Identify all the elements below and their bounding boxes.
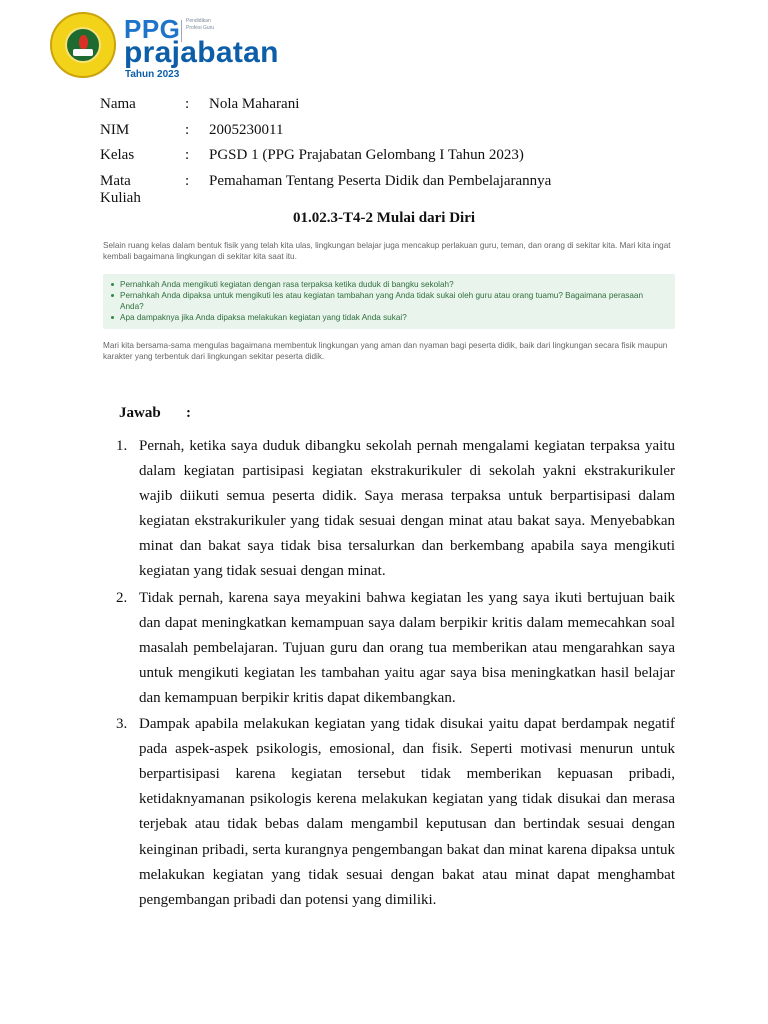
screenshot-outro: Mari kita bersama-sama mengulas bagaimana membentuk lingkungan yang aman dan nyaman bagi peserta didik, baik dari lingkungan secara fisik maupun karakter yang terbentuk dari lingkungan sekitar peserta didik. <box>103 341 668 361</box>
identity-label: Mata Kuliah <box>100 172 141 206</box>
question-box <box>103 274 675 329</box>
answer-heading-label: Jawab <box>119 405 161 421</box>
brand-prajabatan: prajabatan <box>124 36 279 69</box>
answer-number: 1. <box>116 438 128 454</box>
question-text: Apa dampaknya jika Anda dipaksa melakukan kegiatan yang tidak Anda sukai? <box>120 313 407 322</box>
header <box>50 12 350 84</box>
brand-ppg: PPG <box>124 14 181 44</box>
answer-text: Dampak apabila melakukan kegiatan yang tidak disukai yaitu dapat berdampak negatif pada aspek-aspek psikologis, emosional, dan fisik. Seperti motivasi menurun untuk berpartisipasi karena kegiatan tersebut tidak memberikan kepuasan pribadi, ketidaknyamanan psikologis kerena melakukan kegiatan yang tidak disukai dan merasa terjebak atau tidak bebas dalam mengambil keputusan dan bertindak sesuai dengan keinginan pribadi, serta kurangnya pengembangan bakat dan minat karena dipaksa untuk melakukan kegiatan yang tidak sesuai dengan bakat atau minat dapat menghambat pengembangan pribadi dan potensi yang dimiliki. <box>139 716 675 908</box>
identity-label: Nama <box>100 96 136 112</box>
question-item <box>111 312 667 323</box>
book-icon <box>73 49 93 56</box>
identity-colon: : <box>185 121 190 138</box>
identity-colon: : <box>185 96 190 112</box>
seal-emblem <box>65 27 101 63</box>
screenshot-intro: Selain ruang kelas dalam bentuk fisik yang telah kita ulas, lingkungan belajar juga mencakup perlakuan guru, teman, dan orang di sekitar kita. Mari kita ingat kembali bagaimana lingkungan di sekitar kita saat itu. <box>103 241 671 261</box>
answer-item <box>116 586 675 711</box>
torch-flame-icon <box>79 35 88 49</box>
identity-label: NIM <box>100 121 130 138</box>
identity-value: 2005230011 <box>209 121 284 138</box>
embedded-screenshot <box>103 240 675 362</box>
answer-number: 2. <box>116 589 128 606</box>
answer-heading-colon: : <box>186 405 191 421</box>
identity-label: Kelas <box>100 147 135 163</box>
question-item <box>111 290 667 312</box>
identity-value: Pemahaman Tentang Peserta Didik dan Pembelajarannya <box>209 172 552 189</box>
answer-text: Pernah, ketika saya duduk dibangku sekolah pernah mengalami kegiatan terpaksa yaitu dalam kegiatan partisipasi kegiatan ekstrakurikuler di sekolah yakni ekstrakurikuler wajib diikuti semua peserta didik. Saya merasa terpaksa untuk berpartisipasi dalam kegiatan ekstrakurikuler yang tidak sesuai dengan minat atau bakat saya. Menyebabkan minat dan bakat saya tidak bisa tersalurkan dan berkembang apabila saya mengikuti kegiatan yang tidak sesuai dengan minat. <box>139 438 675 580</box>
task-title: 01.02.3-T4-2 Mulai dari Diri <box>292 210 476 226</box>
bullet-icon <box>111 283 114 286</box>
answer-item <box>116 434 675 585</box>
answer-item <box>116 712 675 913</box>
answer-number: 3. <box>116 716 128 733</box>
answer-text: Tidak pernah, karena saya meyakini bahwa kegiatan les yang saya ikuti bertujuan baik dan dapat meningkatkan kemampuan saya dalam berpikir kritis dalam memecahkan soal masalah pembelajaran. Tujuan guru dan orang tua memberikan atau mengarahkan saya untuk mengikuti kegiatan les tambahan yaitu agar saya bisa meningkatkan hasil belajar dan kemampuan berpikir kritis dapat dikembangkan. <box>139 589 675 706</box>
bullet-icon <box>111 316 114 319</box>
brand-year: Tahun 2023 <box>125 69 180 80</box>
brand-note: Pendidikan Profesi Guru <box>186 18 215 31</box>
answer-list <box>116 434 675 914</box>
identity-colon: : <box>185 147 190 163</box>
identity-value: Nola Maharani <box>209 96 300 112</box>
identity-colon: : <box>185 172 190 189</box>
bullet-icon <box>111 294 114 297</box>
question-item <box>111 279 667 290</box>
question-text: Pernahkah Anda dipaksa untuk mengikuti les atau kegiatan tambahan yang Anda tidak sukai oleh guru atau orang tuamu? Bagaimana perasaan Anda? <box>120 291 643 311</box>
university-seal-icon <box>50 12 116 78</box>
identity-value: PGSD 1 (PPG Prajabatan Gelombang I Tahun 2023) <box>209 147 524 163</box>
question-text: Pernahkah Anda mengikuti kegiatan dengan rasa terpaksa ketika duduk di bangku sekolah? <box>120 280 454 289</box>
answer-heading <box>119 405 191 422</box>
